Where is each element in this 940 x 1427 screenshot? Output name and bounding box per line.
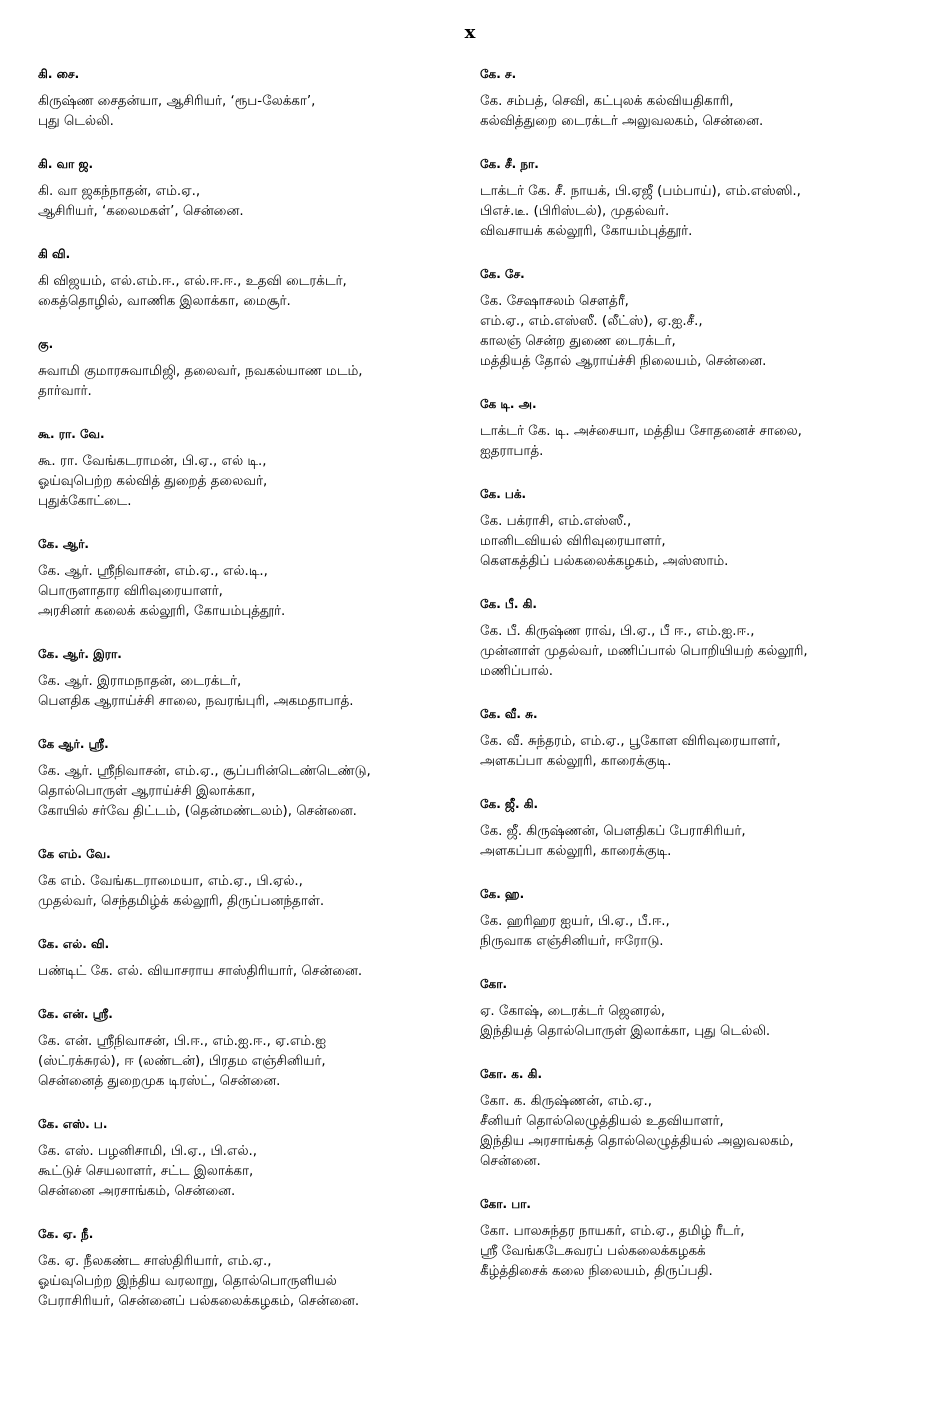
contributor-abbreviation: கூ. ரா. வே. — [38, 427, 105, 441]
contributor-detail-line: (ஸ்ட்ரக்சுரல்), ஈ (லண்டன்), பிரதம எஞ்சினியர், — [38, 1054, 326, 1069]
contributor-abbreviation: கு. — [38, 337, 54, 351]
contributor-abbreviation: கோ. க. கி. — [480, 1067, 543, 1081]
contributor-entry — [480, 1192, 900, 1282]
contributor-detail-line: கி விஜயம், எல்.எம்.ஈ., எல்.ஈ.ஈ., உதவி டைரக்டர், — [38, 274, 347, 289]
contributor-detail-line: இந்தியத் தொல்பொருள் இலாக்கா, புது டெல்லி. — [480, 1024, 771, 1039]
contributor-detail-line: ஓய்வுபெற்ற இந்திய வரலாறு, தொல்பொருளியல் — [38, 1274, 337, 1289]
contributor-abbreviation: கே ஆர். ஸ்ரீ. — [38, 737, 109, 751]
contributor-detail-line: அரசினர் கலைக் கல்லூரி, கோயம்புத்தூர். — [38, 604, 286, 619]
contributor-abbreviation: கி. சை. — [38, 67, 80, 81]
contributor-detail-line: டாக்டர் கே. டி. அச்சையா, மத்திய சோதனைச் சாலை, — [480, 424, 802, 439]
contributor-detail-line: கே. பீ. கிருஷ்ண ராவ், பி.ஏ., பீ ஈ., எம்.ஐ.ஈ., — [480, 624, 755, 639]
contributor-detail-line: ஓய்வுபெற்ற கல்வித் துறைத் தலைவர், — [38, 474, 268, 489]
page-number: x — [464, 22, 476, 43]
contributor-abbreviation: கே எம். வே. — [38, 847, 111, 861]
contributor-detail-line: கோ. பாலசுந்தர நாயகர், எம்.ஏ., தமிழ் ரீடர், — [480, 1224, 745, 1239]
contributor-entry — [38, 422, 458, 512]
contributor-detail-line: கே எம். வேங்கடராமையா, எம்.ஏ., பி.ஏல்., — [38, 874, 303, 889]
contributor-detail-line: முதல்வர், செந்தமிழ்க் கல்லூரி, திருப்பனந்தாள். — [38, 894, 325, 909]
contributor-detail-line: கே. எஸ். பழனிசாமி, பி.ஏ., பி.எல்., — [38, 1144, 258, 1159]
contributor-entry — [38, 1222, 458, 1312]
contributor-detail-line: காலஞ் சென்ற துணை டைரக்டர், — [480, 334, 676, 349]
contributor-entry — [480, 792, 900, 862]
contributor-abbreviation: கே. பக். — [480, 487, 527, 501]
contributor-detail-line: கீழ்த்திசைக் கலை நிலையம், திருப்பதி. — [480, 1264, 713, 1279]
contributor-abbreviation: கே. ஆர். — [38, 537, 89, 551]
contributor-detail-line: கோ. க. கிருஷ்ணன், எம்.ஏ., — [480, 1094, 652, 1109]
contributor-detail-line: அளகப்பா கல்லூரி, காரைக்குடி. — [480, 844, 672, 859]
contributor-detail-line: கே. வீ. சுந்தரம், எம்.ஏ., பூகோள விரிவுரையாளர், — [480, 734, 781, 749]
contributor-detail-line: மணிப்பால். — [480, 664, 553, 679]
contributor-detail-line: கே. ஹரிஹர ஐயர், பி.ஏ., பீ.ஈ., — [480, 914, 670, 929]
contributor-abbreviation: கே டி. அ. — [480, 397, 537, 411]
contributor-entry — [480, 152, 900, 242]
contributor-entry — [38, 62, 458, 132]
contributor-detail-line: புதுக்கோட்டை. — [38, 494, 132, 509]
contributor-entry — [480, 1062, 900, 1172]
contributor-detail-line: கே. ஜீ. கிருஷ்ணன், பௌதிகப் பேராசிரியர், — [480, 824, 746, 839]
contributor-detail-line: புது டெல்லி. — [38, 114, 114, 129]
right-column — [480, 62, 900, 1302]
contributor-entry — [480, 392, 900, 462]
left-column — [38, 62, 458, 1332]
contributor-abbreviation: கி. வா ஜ. — [38, 157, 94, 171]
contributor-entry — [38, 1112, 458, 1202]
contributor-abbreviation: கே. எஸ். ப. — [38, 1117, 108, 1131]
contributor-entry — [38, 1002, 458, 1092]
contributor-detail-line: கே. சேஷாசலம் சௌத்ரீ, — [480, 294, 629, 309]
contributor-detail-line: தொல்பொருள் ஆராய்ச்சி இலாக்கா, — [38, 784, 256, 799]
contributor-entry — [480, 592, 900, 682]
contributor-abbreviation: கே. வீ. சு. — [480, 707, 538, 721]
contributor-abbreviation: கே. எல். வி. — [38, 937, 110, 951]
contributor-detail-line: தார்வார். — [38, 384, 92, 399]
contributor-entry — [38, 152, 458, 222]
contributor-detail-line: கி. வா ஜகந்நாதன், எம்.ஏ., — [38, 184, 201, 199]
contributor-detail-line: முன்னாள் முதல்வர், மணிப்பால் பொறியியற் கல்லூரி, — [480, 644, 808, 659]
contributor-entry — [38, 242, 458, 312]
contributor-entry — [38, 332, 458, 402]
contributor-abbreviation: கே. ஏ. நீ. — [38, 1227, 94, 1241]
contributor-detail-line: கல்வித்துறை டைரக்டர் அலுவலகம், சென்னை. — [480, 114, 764, 129]
contributor-abbreviation: கி வி. — [38, 247, 71, 261]
contributor-detail-line: மானிடவியல் விரிவுரையாளர், — [480, 534, 666, 549]
contributor-abbreviation: கே. ஹ. — [480, 887, 525, 901]
contributor-detail-line: கூ. ரா. வேங்கடராமன், பி.ஏ., எல் டி., — [38, 454, 267, 469]
contributor-detail-line: கூட்டுச் செயலாளர், சட்ட இலாக்கா, — [38, 1164, 254, 1179]
contributor-detail-line: சீனியர் தொல்லெழுத்தியல் உதவியாளர், — [480, 1114, 724, 1129]
contributor-detail-line: எம்.ஏ., எம்.எஸ்ஸீ. (லீட்ஸ்), ஏ.ஐ.சீ., — [480, 314, 703, 329]
contributor-detail-line: கே. ஏ. நீலகண்ட சாஸ்திரியார், எம்.ஏ., — [38, 1254, 272, 1269]
contributor-detail-line: இந்திய அரசாங்கத் தொல்லெழுத்தியல் அலுவலகம், — [480, 1134, 794, 1149]
contributor-entry — [38, 642, 458, 712]
contributor-detail-line: பொருளாதார விரிவுரையாளர், — [38, 584, 223, 599]
contributor-abbreviation: கோ. — [480, 977, 508, 991]
contributor-entry — [480, 972, 900, 1042]
contributor-abbreviation: கே. சே. — [480, 267, 525, 281]
contributor-detail-line: கே. ஆர். இராமநாதன், டைரக்டர், — [38, 674, 242, 689]
contributor-entry — [480, 482, 900, 572]
contributor-detail-line: கே. ஆர். ஸ்ரீநிவாசன், எம்.ஏ., சூப்பரின்டெண்டெண்டு, — [38, 764, 371, 779]
contributor-detail-line: பேராசிரியர், சென்னைப் பல்கலைக்கழகம், சென்னை. — [38, 1294, 360, 1309]
contributor-detail-line: ஸ்ரீ வேங்கடேசுவரப் பல்கலைக்கழகக் — [480, 1244, 706, 1259]
contributor-abbreviation: கோ. பா. — [480, 1197, 531, 1211]
contributor-abbreviation: கே. சீ. நா. — [480, 157, 539, 171]
contributor-entry — [38, 932, 458, 982]
contributor-entry — [480, 62, 900, 132]
contributor-detail-line: கௌகத்திப் பல்கலைக்கழகம், அஸ்ஸாம். — [480, 554, 729, 569]
contributor-abbreviation: கே. பீ. கி. — [480, 597, 537, 611]
contributor-detail-line: சுவாமி குமாரசுவாமிஜி, தலைவர், நவகல்யாண மடம், — [38, 364, 363, 379]
contributor-detail-line: கிருஷ்ண சைதன்யா, ஆசிரியர், ‘ரூப-லேக்கா’, — [38, 94, 316, 109]
contributor-detail-line: கே. சம்பத், செவி, கட்புலக் கல்வியதிகாரி, — [480, 94, 734, 109]
contributor-abbreviation: கே. ஆர். இரா. — [38, 647, 122, 661]
contributor-detail-line: ஆசிரியர், ‘கலைமகள்’, சென்னை. — [38, 204, 244, 219]
contributor-entry — [480, 262, 900, 372]
contributor-abbreviation: கே. ஜீ. கி. — [480, 797, 539, 811]
contributor-detail-line: கோயில் சர்வே திட்டம், (தென்மண்டலம்), சென்னை. — [38, 804, 357, 819]
contributor-detail-line: நிருவாக எஞ்சினியர், ஈரோடு. — [480, 934, 664, 949]
contributor-detail-line: பௌதிக ஆராய்ச்சி சாலை, நவரங்புரி, அகமதாபாத். — [38, 694, 354, 709]
contributor-detail-line: விவசாயக் கல்லூரி, கோயம்புத்தூர். — [480, 224, 693, 239]
contributor-abbreviation: கே. என். ஸ்ரீ. — [38, 1007, 113, 1021]
contributor-detail-line: சென்னை அரசாங்கம், சென்னை. — [38, 1184, 236, 1199]
contributor-detail-line: கே. ஆர். ஸ்ரீநிவாசன், எம்.ஏ., எல்.டி., — [38, 564, 268, 579]
contributor-entry — [38, 532, 458, 622]
contributor-detail-line: கே. என். ஸ்ரீநிவாசன், பி.ஈ., எம்.ஐ.ஈ., ஏ.எம்.ஐ — [38, 1034, 327, 1049]
contributor-detail-line: பண்டிட் கே. எல். வியாசராய சாஸ்திரியார், சென்னை. — [38, 964, 363, 979]
contributor-entry — [480, 702, 900, 772]
contributor-detail-line: ஐதராபாத். — [480, 444, 544, 459]
contributor-detail-line: சென்னை. — [480, 1154, 541, 1169]
contributor-detail-line: பிஎச்.டீ. (பிரிஸ்டல்), முதல்வர். — [480, 204, 670, 219]
contributor-detail-line: கைத்தொழில், வாணிக இலாக்கா, மைசூர். — [38, 294, 291, 309]
contributor-detail-line: டாக்டர் கே. சீ. நாயக், பி.ஏஜீ (பம்பாய்), எம்.எஸ்ஸி., — [480, 184, 801, 199]
contributor-entry — [38, 732, 458, 822]
contributor-entry — [38, 842, 458, 912]
contributor-detail-line: கே. பக்ராசி, எம்.எஸ்ஸீ., — [480, 514, 632, 529]
contributor-detail-line: மத்தியத் தோல் ஆராய்ச்சி நிலையம், சென்னை. — [480, 354, 767, 369]
contributor-detail-line: ஏ. கோஷ், டைரக்டர் ஜெனரல், — [480, 1004, 666, 1019]
contributor-detail-line: அளகப்பா கல்லூரி, காரைக்குடி. — [480, 754, 672, 769]
contributor-detail-line: சென்னைத் துறைமுக டிரஸ்ட், சென்னை. — [38, 1074, 281, 1089]
contributor-entry — [480, 882, 900, 952]
contributor-abbreviation: கே. ச. — [480, 67, 517, 81]
